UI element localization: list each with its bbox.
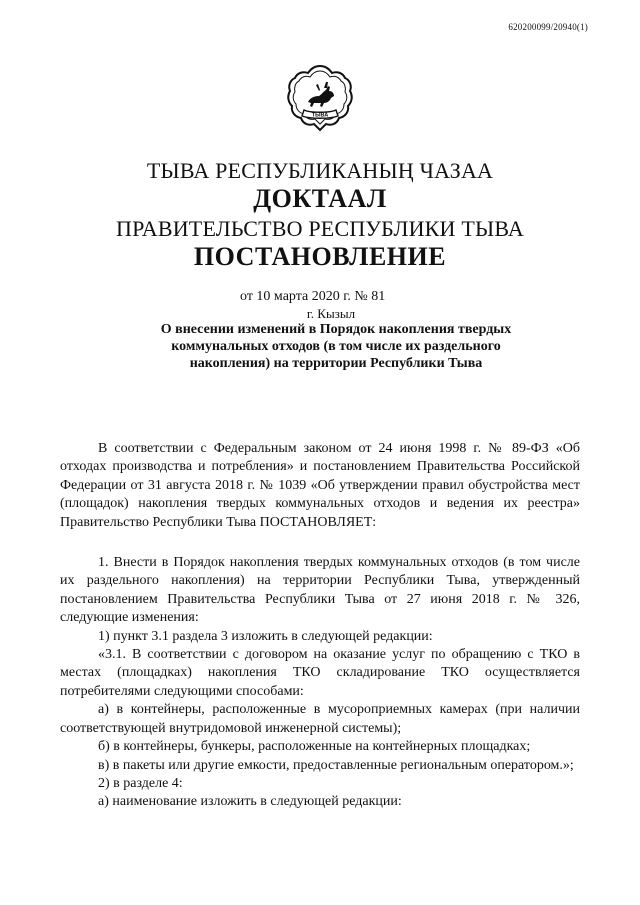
body-paragraph: 1. Внести в Порядок накопления твердых коммунальных отходов (в том числе их раздельного накопления) на территории Республики Тыва, утвержденный постановлением Правительства Республики Тыва от 27 июня 2018 г. № 326, следующие изменения: xyxy=(60,555,580,626)
document-number: 620200099/20940(1) xyxy=(508,22,588,32)
body-paragraph: «3.1. В соответствии с договором на оказание услуг по обращению с ТКО в местах (площадках) накопления ТКО складирование ТКО осуществляется потребителями следующими способами: xyxy=(60,647,580,699)
body-paragraph: в) в пакеты или другие емкости, предоставленные региональным оператором.»; xyxy=(98,757,574,773)
government-title-russian: ПРАВИТЕЛЬСТВО РЕСПУБЛИКИ ТЫВА xyxy=(116,216,524,241)
body-paragraph: б) в контейнеры, бункеры, расположенные на контейнерных площадках; xyxy=(98,739,531,755)
decree-city: г. Кызыл xyxy=(306,306,356,321)
emblem-label: ТЫВА xyxy=(311,112,329,119)
decree-subject: О внесении изменений в Порядок накопления твердых коммунальных отходов (в том числе их раздельного накопления) на территории Республики Тыва xyxy=(160,322,512,371)
body-paragraph: а) в контейнеры, расположенные в мусороприемных камерах (при наличии соответствующей внутридомовой инженерной системы); xyxy=(60,702,580,736)
government-title-tuvan: ТЫВА РЕСПУБЛИКАНЫҢ ЧАЗАА xyxy=(146,158,494,183)
document-type-russian: ПОСТАНОВЛЕНИЕ xyxy=(193,242,447,271)
coat-of-arms-emblem xyxy=(286,64,354,134)
document-type-tuvan: ДОКТААЛ xyxy=(253,184,387,213)
body-paragraph: 1) пункт 3.1 раздела 3 изложить в следующей редакции: xyxy=(98,628,433,644)
body-paragraph: а) наименование изложить в следующей редакции: xyxy=(98,794,402,810)
tuva-coat-of-arms-icon xyxy=(286,64,354,134)
body-paragraph: 2) в разделе 4: xyxy=(98,775,183,791)
preamble-paragraph: В соответствии с Федеральным законом от 24 июня 1998 г. № 89-ФЗ «Об отходах производства и потребления» и постановлением Правительства Российской Федерации от 31 августа 2018 г. № 1039 «Об утверждении правил обустройства мест (площадок) накопления твердых коммунальных отходов и ведения их реестра» Правительство Республики Тыва ПОСТАНОВЛЯЕТ: xyxy=(60,441,580,530)
decree-body xyxy=(60,440,580,812)
decree-date-number: от 10 марта 2020 г. № 81 xyxy=(240,289,386,304)
